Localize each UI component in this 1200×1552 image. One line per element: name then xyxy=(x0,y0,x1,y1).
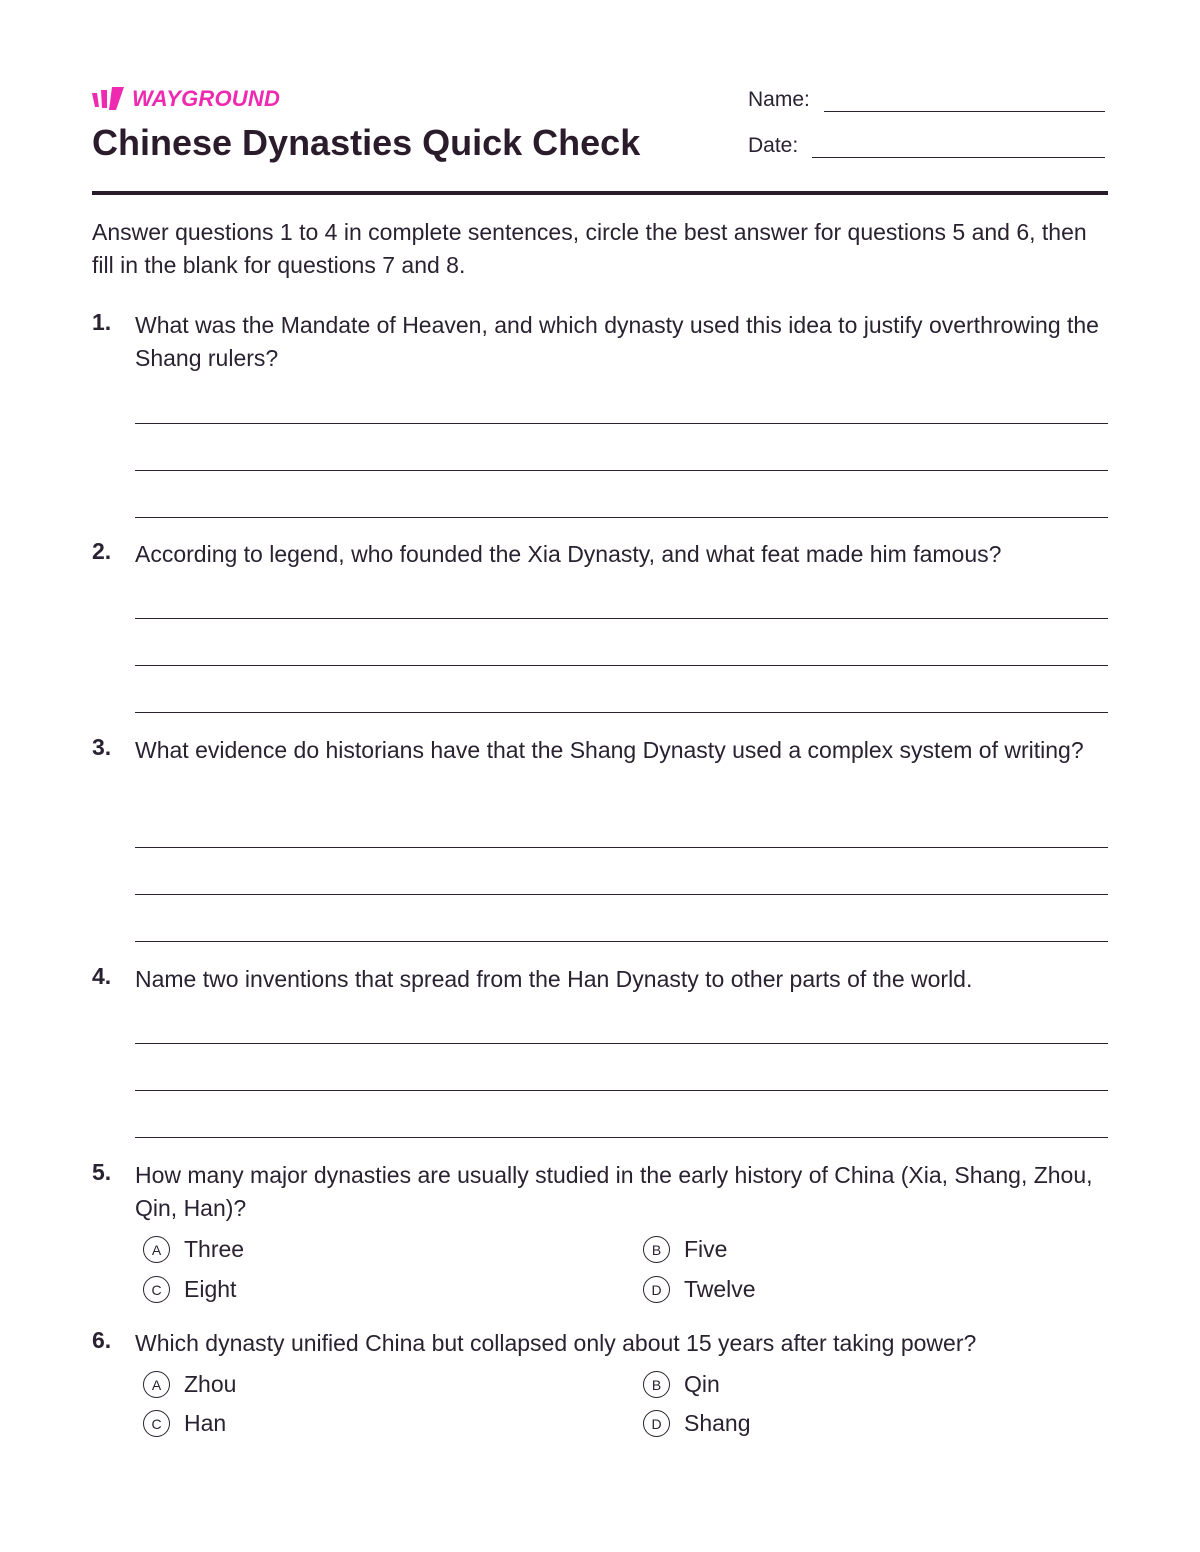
option-letter-circle[interactable]: B xyxy=(643,1236,670,1263)
instructions: Answer questions 1 to 4 in complete sentences, circle the best answer for questions 5 and 6, then fill in the blank for questions 7 and 8. xyxy=(92,219,1087,278)
answer-line[interactable] xyxy=(135,1090,1108,1091)
option-letter-circle[interactable]: C xyxy=(143,1410,170,1437)
question-text: What evidence do historians have that the Shang Dynasty used a complex system of writing? xyxy=(135,737,1084,763)
option-text: Shang xyxy=(684,1410,751,1436)
option-d[interactable] xyxy=(643,1410,751,1437)
answer-line[interactable] xyxy=(135,712,1108,713)
answer-line[interactable] xyxy=(135,941,1108,942)
option-letter-circle[interactable]: A xyxy=(143,1236,170,1263)
date-field-row xyxy=(748,134,1105,158)
wayground-logo-icon xyxy=(92,87,126,111)
option-text: Zhou xyxy=(184,1371,237,1397)
answer-line[interactable] xyxy=(135,665,1108,666)
option-a[interactable] xyxy=(143,1371,236,1398)
option-text: Han xyxy=(184,1410,227,1436)
question-text: How many major dynasties are usually studied in the early history of China (Xia, Shang, Zhou, Qin, Han)? xyxy=(135,1162,1093,1221)
option-text: Five xyxy=(684,1236,728,1262)
question-number: 6. xyxy=(92,1327,112,1353)
name-label: Name: xyxy=(748,88,810,111)
option-b[interactable] xyxy=(643,1236,727,1263)
option-c[interactable] xyxy=(143,1276,236,1303)
brand-logo xyxy=(92,86,280,112)
option-d[interactable] xyxy=(643,1276,756,1303)
brand-name: WAYGROUND xyxy=(132,86,281,111)
answer-line[interactable] xyxy=(135,847,1108,848)
question-text: What was the Mandate of Heaven, and which dynasty used this idea to justify overthrowing the Shang rulers? xyxy=(135,312,1099,371)
option-letter-circle[interactable]: C xyxy=(143,1276,170,1303)
question-number: 1. xyxy=(92,309,112,335)
answer-line[interactable] xyxy=(135,423,1108,424)
question-number: 3. xyxy=(92,734,112,760)
date-label: Date: xyxy=(748,134,799,157)
option-letter-circle[interactable]: D xyxy=(643,1410,670,1437)
option-a[interactable] xyxy=(143,1236,244,1263)
question-number: 5. xyxy=(92,1159,112,1185)
option-text: Qin xyxy=(684,1371,720,1397)
name-field[interactable] xyxy=(824,89,1105,112)
answer-line[interactable] xyxy=(135,1137,1108,1138)
option-text: Three xyxy=(184,1236,245,1262)
option-letter-circle[interactable]: B xyxy=(643,1371,670,1398)
option-b[interactable] xyxy=(643,1371,720,1398)
question-text: Name two inventions that spread from the Han Dynasty to other parts of the world. xyxy=(135,966,973,992)
date-field[interactable] xyxy=(812,135,1105,158)
answer-line[interactable] xyxy=(135,894,1108,895)
question-number: 4. xyxy=(92,963,112,989)
name-field-row xyxy=(748,88,1105,112)
option-letter-circle[interactable]: A xyxy=(143,1371,170,1398)
page-title: Chinese Dynasties Quick Check xyxy=(92,122,641,163)
question-number: 2. xyxy=(92,538,112,564)
option-text: Twelve xyxy=(684,1276,756,1302)
answer-line[interactable] xyxy=(135,517,1108,518)
question-text: According to legend, who founded the Xia Dynasty, and what feat made him famous? xyxy=(135,541,1002,567)
answer-line[interactable] xyxy=(135,470,1108,471)
header-divider xyxy=(92,191,1108,195)
question-text: Which dynasty unified China but collapsed only about 15 years after taking power? xyxy=(135,1330,977,1356)
option-text: Eight xyxy=(184,1276,237,1302)
answer-line[interactable] xyxy=(135,618,1108,619)
answer-line[interactable] xyxy=(135,1043,1108,1044)
option-c[interactable] xyxy=(143,1410,226,1437)
option-letter-circle[interactable]: D xyxy=(643,1276,670,1303)
